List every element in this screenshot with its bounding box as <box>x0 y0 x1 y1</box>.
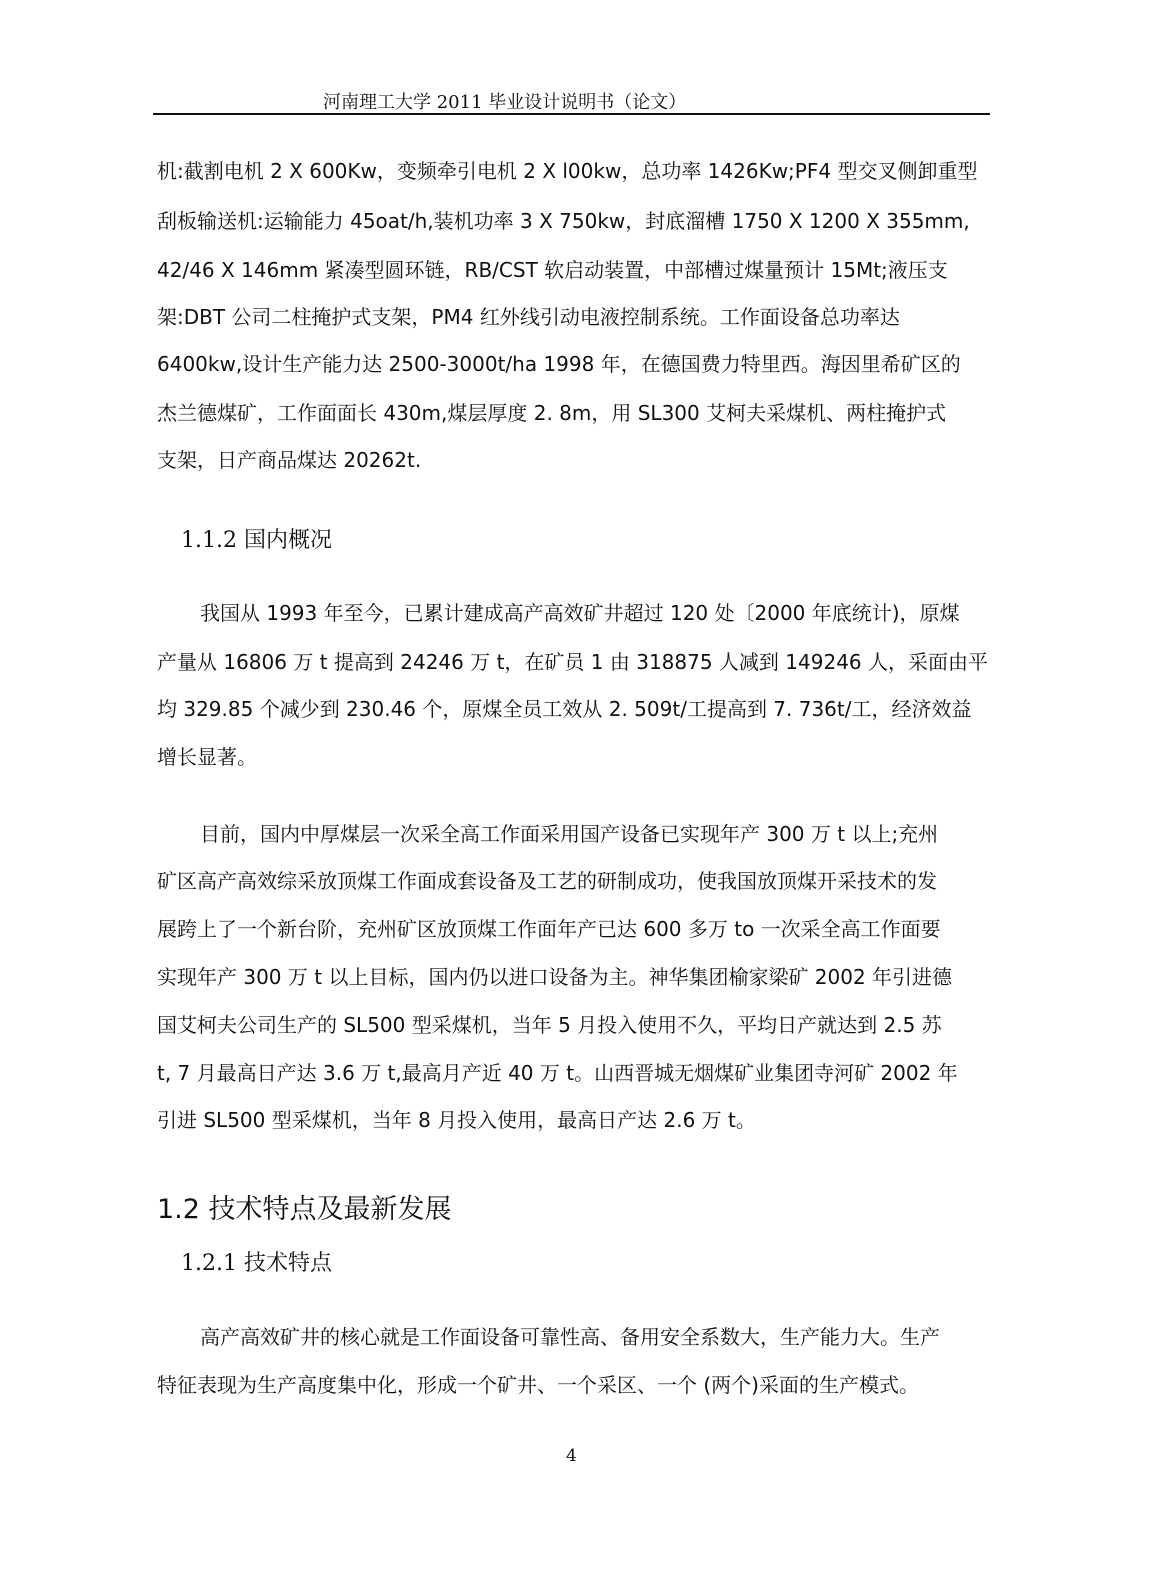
paragraph-line: 产量从 16806 万 t 提高到 24246 万 t，在矿员 1 由 318875 人减到 149246 人，采面由平 <box>157 650 988 674</box>
paragraph-line: 国艾柯夫公司生产的 SL500 型采煤机，当年 5 月投入使用不久，平均日产就达到 2.5 苏 <box>157 1013 942 1037</box>
section-heading-1-2: 1.2 技术特点及最新发展 <box>157 1194 452 1225</box>
paragraph-line: 特征表现为生产高度集中化，形成一个矿井、一个采区、一个 (两个)采面的生产模式。 <box>157 1373 919 1397</box>
paragraph-line: 矿区高产高效综采放顶煤工作面成套设备及工艺的研制成功，使我国放顶煤开采技术的发 <box>157 869 937 893</box>
paragraph-line: 增长显著。 <box>157 745 257 769</box>
paragraph-line: 杰兰德煤矿，工作面面长 430m,煤层厚度 2. 8m，用 SL300 艾柯夫采煤机、两柱掩护式 <box>157 401 947 425</box>
paragraph-line: 均 329.85 个减少到 230.46 个，原煤全员工效从 2. 509t/工提高到 7. 736t/工，经济效益 <box>157 697 972 721</box>
paragraph-line: 高产高效矿井的核心就是工作面设备可靠性高、备用安全系数大，生产能力大。生产 <box>200 1325 940 1349</box>
section-heading-1-2-1: 1.2.1 技术特点 <box>181 1251 332 1276</box>
running-header: 河南理工大学 2011 毕业设计说明书（论文） <box>323 92 687 113</box>
paragraph-line: 机:截割电机 2 X 600Kw，变频牵引电机 2 X l00kw，总功率 1426Kw;PF4 型交叉侧卸重型 <box>157 159 978 183</box>
header-divider <box>153 113 990 115</box>
paragraph-line: 我国从 1993 年至今，已累计建成高产高效矿井超过 120 处〔2000 年底统计)，原煤 <box>200 601 960 625</box>
paragraph-line: 架:DBT 公司二柱掩护式支架，PM4 红外线引动电液控制系统。工作面设备总功率达 <box>157 305 900 329</box>
paragraph-line: t, 7 月最高日产达 3.6 万 t,最高月产近 40 万 t。山西晋城无烟煤矿业集团寺河矿 2002 年 <box>157 1061 958 1085</box>
page-number: 4 <box>566 1446 577 1466</box>
paragraph-line: 展跨上了一个新台阶，充州矿区放顶煤工作面年产已达 600 多万 to 一次采全高工作面要 <box>157 917 941 941</box>
paragraph-line: 6400kw,设计生产能力达 2500-3000t/ha 1998 年，在德国费力特里西。海因里希矿区的 <box>157 352 961 376</box>
paragraph-line: 目前，国内中厚煤层一次采全高工作面采用国产设备已实现年产 300 万 t 以上;充州 <box>200 822 939 846</box>
paragraph-line: 42/46 X 146mm 紧凑型圆环链，RB/CST 软启动装置，中部槽过煤量预计 15Mt;液压支 <box>157 258 948 282</box>
paragraph-line: 刮板输送机:运输能力 45oat/h,装机功率 3 X 750kw，封底溜槽 1750 X 1200 X 355mm, <box>157 209 970 233</box>
paragraph-line: 实现年产 300 万 t 以上目标，国内仍以进口设备为主。神华集团榆家梁矿 2002 年引进德 <box>157 965 953 989</box>
paragraph-line: 支架，日产商品煤达 20262t. <box>157 448 422 472</box>
section-heading-1-1-2: 1.1.2 国内概况 <box>181 528 332 553</box>
paragraph-line: 引进 SL500 型采煤机，当年 8 月投入使用，最高日产达 2.6 万 t。 <box>157 1108 756 1132</box>
